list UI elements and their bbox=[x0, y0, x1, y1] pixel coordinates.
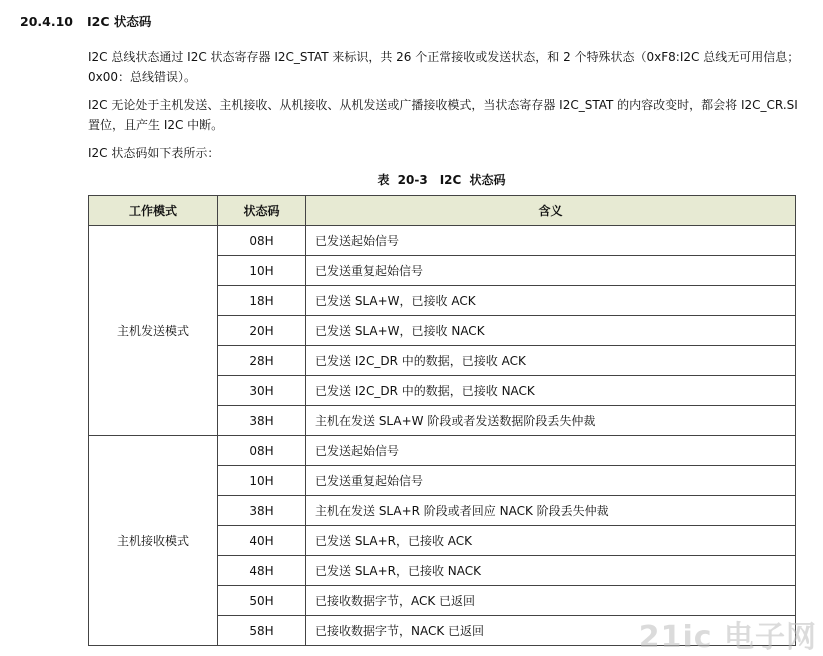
table-header-row bbox=[89, 196, 796, 226]
meaning-cell: 已发送 SLA+R，已接收 ACK bbox=[306, 526, 796, 556]
status-code-cell: 50H bbox=[218, 586, 306, 616]
section-title: I2C 状态码 bbox=[87, 14, 152, 29]
table-body bbox=[89, 226, 796, 646]
meaning-cell: 已发送起始信号 bbox=[306, 226, 796, 256]
mode-cell: 主机接收模式 bbox=[89, 436, 218, 646]
status-code-cell: 38H bbox=[218, 496, 306, 526]
meaning-cell: 已发送重复起始信号 bbox=[306, 256, 796, 286]
status-code-cell: 20H bbox=[218, 316, 306, 346]
header-meaning: 含义 bbox=[306, 196, 796, 226]
table-caption: 表 20-3 I2C 状态码 bbox=[377, 173, 506, 187]
section-number: 20.4.10 bbox=[20, 14, 73, 29]
header-mode: 工作模式 bbox=[89, 196, 218, 226]
meaning-cell: 已发送起始信号 bbox=[306, 436, 796, 466]
status-code-table bbox=[88, 195, 796, 646]
status-code-cell: 28H bbox=[218, 346, 306, 376]
status-code-cell: 08H bbox=[218, 226, 306, 256]
status-code-cell: 10H bbox=[218, 256, 306, 286]
table-row bbox=[89, 436, 796, 466]
meaning-cell: 已发送 SLA+W，已接收 ACK bbox=[306, 286, 796, 316]
meaning-cell: 已发送 SLA+W，已接收 NACK bbox=[306, 316, 796, 346]
meaning-cell: 主机在发送 SLA+W 阶段或者发送数据阶段丢失仲裁 bbox=[306, 406, 796, 436]
status-code-cell: 18H bbox=[218, 286, 306, 316]
paragraph-interrupt-note: I2C 无论处于主机发送、主机接收、从机接收、从机发送或广播接收模式，当状态寄存器 I2C_STAT 的内容改变时，都会将 I2C_CR.SI 置位，且产生 I2C 中断。 bbox=[88, 98, 798, 132]
status-code-cell: 40H bbox=[218, 526, 306, 556]
meaning-cell: 已发送 I2C_DR 中的数据，已接收 NACK bbox=[306, 376, 796, 406]
paragraph-table-intro: I2C 状态码如下表所示： bbox=[88, 146, 220, 160]
meaning-cell: 已发送 I2C_DR 中的数据，已接收 ACK bbox=[306, 346, 796, 376]
table-row bbox=[89, 226, 796, 256]
status-code-cell: 38H bbox=[218, 406, 306, 436]
status-code-cell: 58H bbox=[218, 616, 306, 646]
status-code-cell: 08H bbox=[218, 436, 306, 466]
paragraph-status-overview: I2C 总线状态通过 I2C 状态寄存器 I2C_STAT 来标识，共 26 个正常接收或发送状态，和 2 个特殊状态（0xF8:I2C 总线无可用信息；0x00：总线错误）。 bbox=[88, 50, 800, 84]
meaning-cell: 已发送 SLA+R，已接收 NACK bbox=[306, 556, 796, 586]
section-heading bbox=[20, 12, 151, 30]
header-code: 状态码 bbox=[218, 196, 306, 226]
status-code-cell: 10H bbox=[218, 466, 306, 496]
mode-cell: 主机发送模式 bbox=[89, 226, 218, 436]
meaning-cell: 已接收数据字节，ACK 已返回 bbox=[306, 586, 796, 616]
status-code-cell: 30H bbox=[218, 376, 306, 406]
watermark-logo: 21ic 电子网 bbox=[638, 620, 817, 655]
meaning-cell: 主机在发送 SLA+R 阶段或者回应 NACK 阶段丢失仲裁 bbox=[306, 496, 796, 526]
status-code-cell: 48H bbox=[218, 556, 306, 586]
meaning-cell: 已发送重复起始信号 bbox=[306, 466, 796, 496]
meaning-cell: 已接收数据字节，NACK 已返回 bbox=[306, 616, 796, 646]
